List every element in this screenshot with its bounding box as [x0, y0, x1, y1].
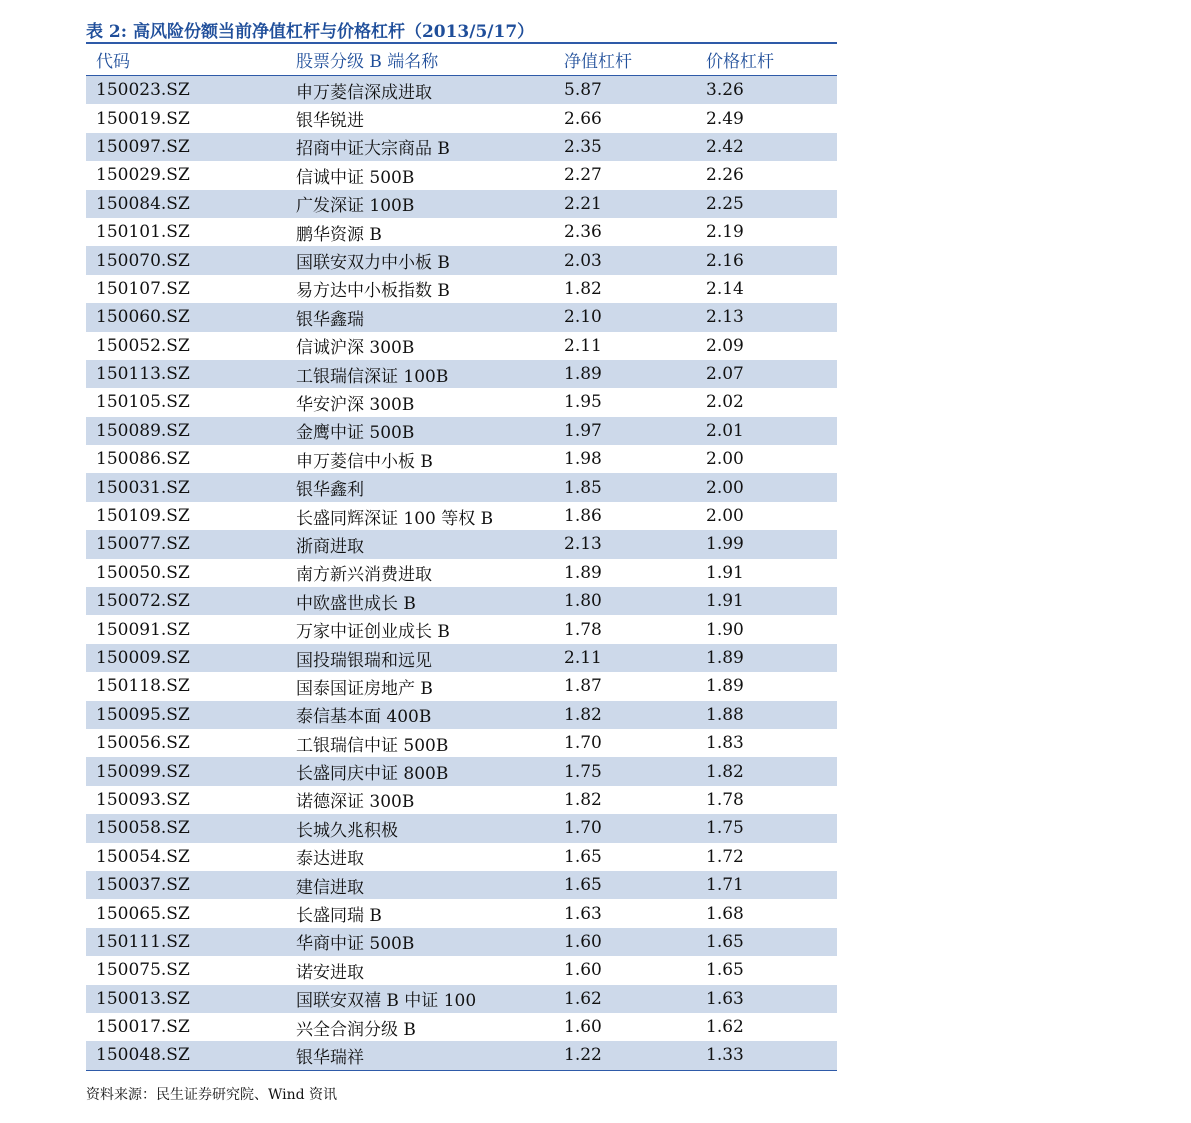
cell-name: 建信进取	[296, 877, 364, 898]
cell-name: 工银瑞信中证 500B	[296, 735, 449, 756]
cell-code: 150097.SZ	[96, 136, 190, 157]
cell-name: 银华鑫瑞	[296, 309, 364, 330]
cell-name: 华商中证 500B	[296, 934, 415, 955]
table-row	[86, 445, 837, 473]
cell-nav-leverage: 2.21	[564, 193, 602, 214]
cell-name: 泰达进取	[296, 849, 364, 870]
cell-price-leverage: 2.19	[706, 222, 744, 243]
cell-nav-leverage: 2.66	[564, 108, 602, 129]
cell-nav-leverage: 2.35	[564, 136, 602, 157]
cell-price-leverage: 1.88	[706, 704, 744, 725]
cell-price-leverage: 2.00	[706, 506, 744, 527]
table-row	[86, 360, 837, 388]
cell-code: 150077.SZ	[96, 534, 190, 555]
cell-name: 万家中证创业成长 B	[296, 622, 450, 643]
cell-price-leverage: 2.25	[706, 193, 744, 214]
cell-nav-leverage: 2.13	[564, 534, 602, 555]
cell-code: 150086.SZ	[96, 449, 190, 470]
cell-price-leverage: 1.89	[706, 676, 744, 697]
cell-name: 兴全合润分级 B	[296, 1019, 416, 1040]
cell-name: 国联安双力中小板 B	[296, 253, 450, 274]
cell-code: 150093.SZ	[96, 789, 190, 810]
table-row	[86, 417, 837, 445]
cell-nav-leverage: 5.87	[564, 80, 602, 101]
table-row	[86, 587, 837, 615]
cell-nav-leverage: 2.36	[564, 222, 602, 243]
cell-price-leverage: 1.68	[706, 903, 744, 924]
cell-code: 150089.SZ	[96, 420, 190, 441]
cell-code: 150056.SZ	[96, 733, 190, 754]
cell-nav-leverage: 1.98	[564, 449, 602, 470]
cell-nav-leverage: 1.95	[564, 392, 602, 413]
cell-name: 长盛同瑞 B	[296, 906, 382, 927]
cell-nav-leverage: 1.65	[564, 846, 602, 867]
cell-code: 150013.SZ	[96, 988, 190, 1009]
cell-price-leverage: 3.26	[706, 80, 744, 101]
table-row	[86, 672, 837, 700]
cell-nav-leverage: 1.89	[564, 562, 602, 583]
cell-nav-leverage: 2.27	[564, 165, 602, 186]
table-row	[86, 76, 837, 104]
cell-nav-leverage: 1.89	[564, 364, 602, 385]
cell-price-leverage: 2.00	[706, 477, 744, 498]
cell-nav-leverage: 1.82	[564, 278, 602, 299]
cell-code: 150019.SZ	[96, 108, 190, 129]
cell-name: 招商中证大宗商品 B	[296, 139, 450, 160]
cell-code: 150070.SZ	[96, 250, 190, 271]
table-row	[86, 956, 837, 984]
cell-code: 150037.SZ	[96, 875, 190, 896]
cell-code: 150054.SZ	[96, 846, 190, 867]
cell-nav-leverage: 2.11	[564, 335, 602, 356]
cell-price-leverage: 2.09	[706, 335, 744, 356]
table-row	[86, 303, 837, 331]
cell-name: 国联安双禧 B 中证 100	[296, 991, 477, 1012]
cell-code: 150009.SZ	[96, 648, 190, 668]
table-row	[86, 190, 837, 218]
leverage-table	[86, 42, 837, 1071]
table-row	[86, 786, 837, 814]
cell-name: 信诚中证 500B	[296, 167, 415, 188]
cell-name: 鹏华资源 B	[296, 224, 382, 245]
table-title: 表 2: 高风险份额当前净值杠杆与价格杠杆（2013/5/17）	[86, 22, 535, 42]
cell-price-leverage: 1.72	[706, 846, 744, 867]
cell-price-leverage: 1.71	[706, 875, 744, 896]
cell-nav-leverage: 1.60	[564, 1017, 602, 1038]
cell-code: 150058.SZ	[96, 818, 190, 839]
cell-code: 150060.SZ	[96, 307, 190, 328]
cell-name: 长城久兆积极	[296, 820, 398, 841]
cell-code: 150118.SZ	[96, 676, 190, 697]
cell-name: 中欧盛世成长 B	[296, 593, 416, 614]
cell-code: 150111.SZ	[96, 931, 190, 952]
cell-name: 广发深证 100B	[296, 196, 415, 217]
cell-price-leverage: 1.65	[706, 960, 744, 981]
table-row	[86, 161, 837, 189]
cell-nav-leverage: 1.97	[564, 420, 602, 441]
cell-name: 泰信基本面 400B	[296, 707, 432, 728]
cell-code: 150091.SZ	[96, 619, 190, 640]
cell-price-leverage: 1.78	[706, 789, 744, 810]
cell-name: 易方达中小板指数 B	[296, 281, 450, 302]
cell-price-leverage: 2.16	[706, 250, 744, 271]
cell-name: 诺德深证 300B	[296, 792, 415, 813]
cell-price-leverage: 2.13	[706, 307, 744, 328]
table-row	[86, 899, 837, 927]
cell-name: 申万菱信中小板 B	[296, 451, 433, 472]
cell-code: 150109.SZ	[96, 506, 190, 527]
cell-name: 南方新兴消费进取	[296, 565, 432, 586]
header-name: 股票分级 B 端名称	[296, 52, 439, 72]
cell-nav-leverage: 1.82	[564, 789, 602, 810]
cell-name: 信诚沪深 300B	[296, 338, 415, 359]
cell-nav-leverage: 2.03	[564, 250, 602, 271]
cell-name: 浙商进取	[296, 536, 364, 557]
cell-nav-leverage: 1.86	[564, 506, 602, 527]
cell-code: 150048.SZ	[96, 1045, 190, 1066]
cell-code: 150084.SZ	[96, 193, 190, 214]
cell-code: 150031.SZ	[96, 477, 190, 498]
cell-nav-leverage: 1.62	[564, 988, 602, 1009]
cell-nav-leverage: 2.10	[564, 307, 602, 328]
cell-price-leverage: 2.02	[706, 392, 744, 413]
cell-code: 150107.SZ	[96, 278, 190, 299]
table-row	[86, 1013, 837, 1041]
cell-code: 150105.SZ	[96, 392, 190, 413]
cell-name: 金鹰中证 500B	[296, 423, 415, 444]
cell-price-leverage: 1.63	[706, 988, 744, 1009]
cell-name: 华安沪深 300B	[296, 394, 415, 415]
cell-nav-leverage: 1.82	[564, 704, 602, 725]
table-row	[86, 473, 837, 501]
cell-code: 150023.SZ	[96, 80, 190, 101]
cell-price-leverage: 1.65	[706, 931, 744, 952]
cell-code: 150075.SZ	[96, 960, 190, 981]
cell-name: 申万菱信深成进取	[296, 82, 432, 103]
header-nav-leverage: 净值杠杆	[564, 52, 632, 72]
table-row	[86, 928, 837, 956]
cell-code: 150101.SZ	[96, 222, 190, 243]
header-code: 代码	[96, 52, 130, 72]
cell-code: 150050.SZ	[96, 562, 190, 583]
table-row	[86, 757, 837, 785]
cell-nav-leverage: 1.65	[564, 875, 602, 896]
cell-price-leverage: 2.14	[706, 278, 744, 299]
table-row	[86, 814, 837, 842]
cell-name: 国投瑞银瑞和远见	[296, 650, 432, 671]
table-row	[86, 729, 837, 757]
table-row	[86, 218, 837, 246]
cell-code: 150072.SZ	[96, 591, 190, 612]
cell-name: 国泰国证房地产 B	[296, 678, 433, 699]
cell-nav-leverage: 1.70	[564, 818, 602, 839]
cell-price-leverage: 2.01	[706, 420, 744, 441]
cell-nav-leverage: 1.87	[564, 676, 602, 697]
cell-code: 150052.SZ	[96, 335, 190, 356]
table-row	[86, 388, 837, 416]
cell-nav-leverage: 1.75	[564, 761, 602, 782]
cell-code: 150029.SZ	[96, 165, 190, 186]
table-row	[86, 644, 837, 672]
cell-name: 工银瑞信深证 100B	[296, 366, 449, 387]
cell-price-leverage: 2.42	[706, 136, 744, 157]
cell-nav-leverage: 1.85	[564, 477, 602, 498]
cell-price-leverage: 1.82	[706, 761, 744, 782]
cell-price-leverage: 1.62	[706, 1017, 744, 1038]
cell-nav-leverage: 1.60	[564, 931, 602, 952]
cell-price-leverage: 1.89	[706, 648, 744, 668]
cell-name: 银华鑫利	[296, 480, 364, 501]
cell-price-leverage: 1.83	[706, 733, 744, 754]
table-header	[86, 44, 837, 76]
cell-nav-leverage: 1.22	[564, 1045, 602, 1066]
cell-price-leverage: 1.99	[706, 534, 744, 555]
cell-price-leverage: 2.49	[706, 108, 744, 129]
table-row	[86, 559, 837, 587]
header-price-leverage: 价格杠杆	[706, 52, 774, 72]
cell-code: 150113.SZ	[96, 364, 190, 385]
cell-name: 银华锐进	[296, 111, 364, 132]
cell-code: 150017.SZ	[96, 1017, 190, 1038]
table-row	[86, 104, 837, 132]
source-note: 资料来源：民生证券研究院、Wind 资讯	[86, 1087, 338, 1103]
cell-name: 银华瑞祥	[296, 1047, 364, 1068]
cell-price-leverage: 2.00	[706, 449, 744, 470]
table-row	[86, 246, 837, 274]
cell-price-leverage: 1.33	[706, 1045, 744, 1066]
cell-code: 150065.SZ	[96, 903, 190, 924]
table-row	[86, 332, 837, 360]
table-row	[86, 502, 837, 530]
cell-nav-leverage: 2.11	[564, 648, 602, 668]
table-row	[86, 275, 837, 303]
cell-nav-leverage: 1.78	[564, 619, 602, 640]
cell-name: 长盛同辉深证 100 等权 B	[296, 508, 494, 529]
table-row	[86, 615, 837, 643]
table-row	[86, 843, 837, 871]
cell-nav-leverage: 1.63	[564, 903, 602, 924]
cell-name: 长盛同庆中证 800B	[296, 764, 449, 785]
cell-nav-leverage: 1.60	[564, 960, 602, 981]
cell-price-leverage: 2.07	[706, 364, 744, 385]
cell-code: 150099.SZ	[96, 761, 190, 782]
cell-price-leverage: 1.75	[706, 818, 744, 839]
cell-name: 诺安进取	[296, 962, 364, 983]
cell-nav-leverage: 1.80	[564, 591, 602, 612]
bottom-rule	[86, 1070, 837, 1072]
cell-price-leverage: 2.26	[706, 165, 744, 186]
cell-nav-leverage: 1.70	[564, 733, 602, 754]
table-row	[86, 701, 837, 729]
table-row	[86, 133, 837, 161]
table-row	[86, 985, 837, 1013]
cell-price-leverage: 1.91	[706, 562, 744, 583]
cell-price-leverage: 1.91	[706, 591, 744, 612]
table-body	[86, 76, 837, 1070]
table-row	[86, 1041, 837, 1069]
cell-code: 150095.SZ	[96, 704, 190, 725]
table-row	[86, 871, 837, 899]
cell-price-leverage: 1.90	[706, 619, 744, 640]
table-row	[86, 530, 837, 558]
